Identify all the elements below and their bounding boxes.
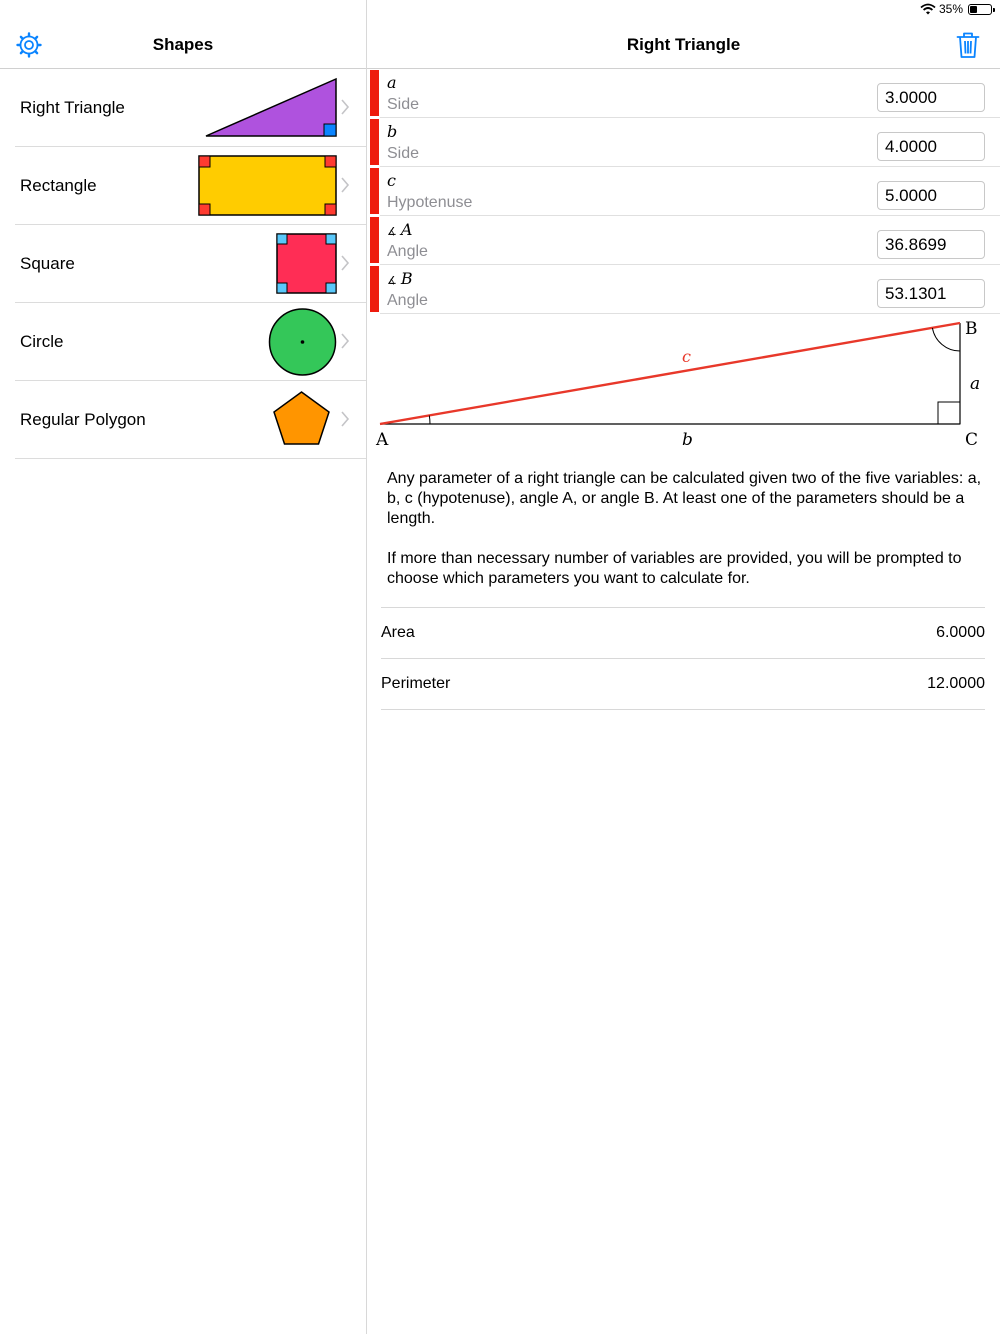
description-paragraph: If more than necessary number of variables are provided, you will be prompted to choose which parameters you want to calculate for. (387, 550, 962, 587)
angle-a-arc (429, 415, 430, 424)
parameter-subtitle: Side (387, 96, 420, 113)
parameter-row-angle-a (367, 216, 1000, 265)
vertex-b-label: B (965, 319, 978, 339)
parameter-row-angle-b (367, 265, 1000, 314)
pentagon-icon (196, 381, 342, 459)
square-icon (196, 225, 342, 303)
chevron-right-icon (340, 410, 350, 428)
parameter-row-a (367, 69, 1000, 118)
master-title: Shapes (152, 35, 214, 54)
parameter-subtitle: Angle (387, 292, 428, 309)
list-item-label: Right Triangle (20, 98, 125, 117)
hypotenuse-line (380, 323, 960, 424)
master-navigation-bar (0, 22, 366, 69)
list-item-circle[interactable] (0, 303, 366, 381)
angle-b-arc (932, 328, 960, 351)
list-item-right-triangle[interactable] (0, 69, 366, 147)
detail-panel (367, 0, 1000, 1334)
angle-a-input[interactable] (877, 230, 985, 259)
result-value: 6.0000 (936, 624, 985, 641)
invalid-indicator-bar (370, 168, 379, 214)
side-a-label: a (970, 374, 981, 394)
result-row-area (381, 608, 985, 659)
angle-letter: B (400, 269, 413, 288)
invalid-indicator-bar (370, 217, 379, 263)
detail-title: Right Triangle (626, 35, 741, 54)
list-item-label: Regular Polygon (20, 410, 146, 429)
result-value: 12.0000 (927, 675, 985, 692)
invalid-indicator-bar (370, 119, 379, 165)
result-label: Area (381, 624, 415, 641)
angle-icon: ∡ (387, 225, 397, 238)
list-item-regular-polygon[interactable] (0, 381, 366, 459)
side-b-label: b (682, 430, 693, 450)
list-item-label: Circle (20, 332, 64, 351)
chevron-right-icon (340, 254, 350, 272)
hypotenuse-c-input[interactable] (877, 181, 985, 210)
side-b-input[interactable] (877, 132, 985, 161)
right-triangle-icon (196, 69, 342, 147)
description-text (387, 469, 987, 589)
parameter-subtitle: Side (387, 145, 420, 162)
parameter-symbol: a (387, 73, 397, 92)
invalid-indicator-bar (370, 266, 379, 312)
parameter-subtitle: Angle (387, 243, 428, 260)
parameter-symbol: b (387, 122, 398, 141)
shape-list (0, 69, 366, 459)
chevron-right-icon (340, 98, 350, 116)
right-angle-marker (938, 402, 960, 424)
result-label: Perimeter (381, 675, 451, 692)
circle-icon (196, 303, 342, 381)
list-item-rectangle[interactable] (0, 147, 366, 225)
triangle-diagram (367, 312, 1000, 450)
invalid-indicator-bar (370, 70, 379, 116)
parameter-row-b (367, 118, 1000, 167)
list-item-label: Square (20, 254, 75, 273)
list-item-label: Rectangle (20, 176, 97, 195)
detail-navigation-bar (367, 22, 1000, 69)
parameter-symbol (387, 269, 413, 288)
angle-letter: A (400, 220, 413, 239)
description-paragraph: Any parameter of a right triangle can be calculated given two of the five variables: a, b, c (hypotenuse), angle A, or angle B. At least one of the parameters should be a length. (387, 470, 982, 527)
parameter-subtitle: Hypotenuse (387, 194, 473, 211)
angle-b-input[interactable] (877, 279, 985, 308)
list-item-square[interactable] (0, 225, 366, 303)
master-panel (0, 0, 366, 1334)
parameter-symbol: c (387, 171, 396, 190)
rectangle-icon (196, 147, 342, 225)
result-row-perimeter (381, 659, 985, 710)
battery-percent: 35% (938, 2, 963, 16)
angle-icon: ∡ (387, 274, 397, 287)
chevron-right-icon (340, 332, 350, 350)
parameter-symbol (387, 220, 412, 239)
chevron-right-icon (340, 176, 350, 194)
trash-icon[interactable] (956, 31, 980, 59)
parameter-row-c (367, 167, 1000, 216)
vertex-a-label: A (376, 430, 389, 450)
side-c-label: c (682, 347, 691, 366)
side-a-input[interactable] (877, 83, 985, 112)
vertex-c-label: C (965, 430, 979, 450)
